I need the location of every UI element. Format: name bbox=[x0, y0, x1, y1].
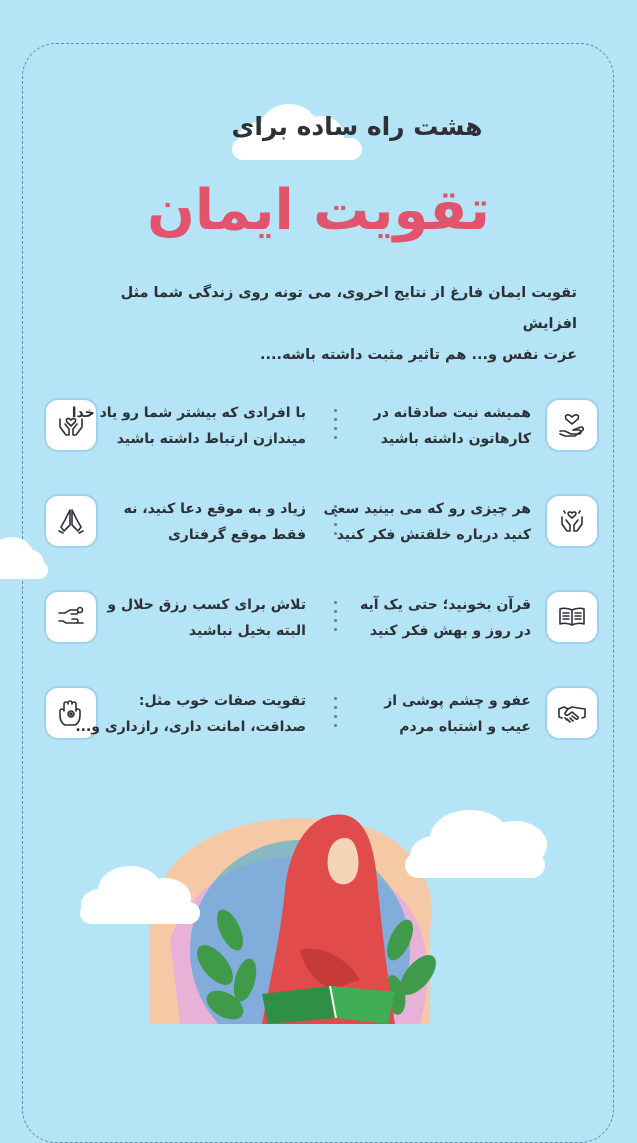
item-text bbox=[384, 688, 531, 740]
list-item bbox=[44, 494, 314, 554]
reading-woman-illustration bbox=[0, 780, 637, 1024]
item-text bbox=[75, 688, 306, 740]
intro-line-2: عزت نفس و... هم تاثیر مثبت داشته باشه.... bbox=[260, 347, 577, 363]
item-line-2: کنید درباره خلقتش فکر کنید bbox=[336, 527, 531, 543]
item-line-2: کارهاتون داشته باشید bbox=[380, 431, 531, 447]
item-line-2: صداقت، امانت داری، رازداری و... bbox=[75, 719, 306, 735]
item-line-2: البته بخیل نباشید bbox=[188, 623, 306, 639]
handshake-icon bbox=[545, 686, 599, 740]
item-text bbox=[72, 400, 306, 452]
raised-hands-icon bbox=[545, 494, 599, 548]
list-item bbox=[329, 590, 599, 650]
cloud-left bbox=[0, 535, 50, 583]
subtitle: هشت راه ساده برای bbox=[231, 112, 483, 141]
item-line-1: عفو و چشم پوشی از bbox=[384, 693, 531, 709]
item-line-1: همیشه نیت صادقانه در bbox=[373, 405, 531, 421]
praying-hands-icon bbox=[44, 494, 98, 548]
item-text bbox=[374, 400, 531, 452]
heart-hand-icon bbox=[545, 398, 599, 452]
item-line-1: تلاش برای کسب رزق حلال و bbox=[107, 597, 306, 613]
list-item bbox=[44, 590, 314, 650]
item-line-1: هر چیزی رو که می بینید سعی bbox=[323, 501, 531, 517]
cloud-right bbox=[405, 810, 547, 878]
item-text bbox=[323, 496, 531, 548]
item-line-2: در روز و بهش فکر کنید bbox=[369, 623, 531, 639]
item-line-2: عیب و اشتباه مردم bbox=[399, 719, 531, 735]
item-text bbox=[124, 496, 306, 548]
item-line-1: با افرادی که بیشتر شما رو یاد خدا bbox=[71, 405, 306, 421]
intro-text bbox=[87, 278, 577, 371]
item-line-2: میندازن ارتباط داشته باشید bbox=[116, 431, 306, 447]
giving-hand-icon bbox=[44, 590, 98, 644]
intro-line-1: تقویت ایمان فارغ از نتایج اخروی، می تونه روی زندگی شما مثل افزایش bbox=[120, 285, 577, 332]
list-item bbox=[44, 686, 314, 746]
item-line-1: تقویت صفات خوب مثل: bbox=[138, 693, 306, 709]
item-text bbox=[107, 592, 306, 644]
item-line-2: فقط موقع گرفتاری bbox=[167, 527, 306, 543]
open-book-icon bbox=[545, 590, 599, 644]
list-item bbox=[44, 398, 314, 458]
list-item bbox=[329, 686, 599, 746]
item-line-1: قرآن بخونید؛ حتی یک آیه bbox=[359, 597, 531, 613]
list-item bbox=[329, 398, 599, 458]
item-line-1: زیاد و به موقع دعا کنید، نه bbox=[123, 501, 306, 517]
list-item bbox=[323, 494, 599, 554]
item-text bbox=[360, 592, 531, 644]
page-title: تقویت ایمان bbox=[147, 178, 490, 243]
